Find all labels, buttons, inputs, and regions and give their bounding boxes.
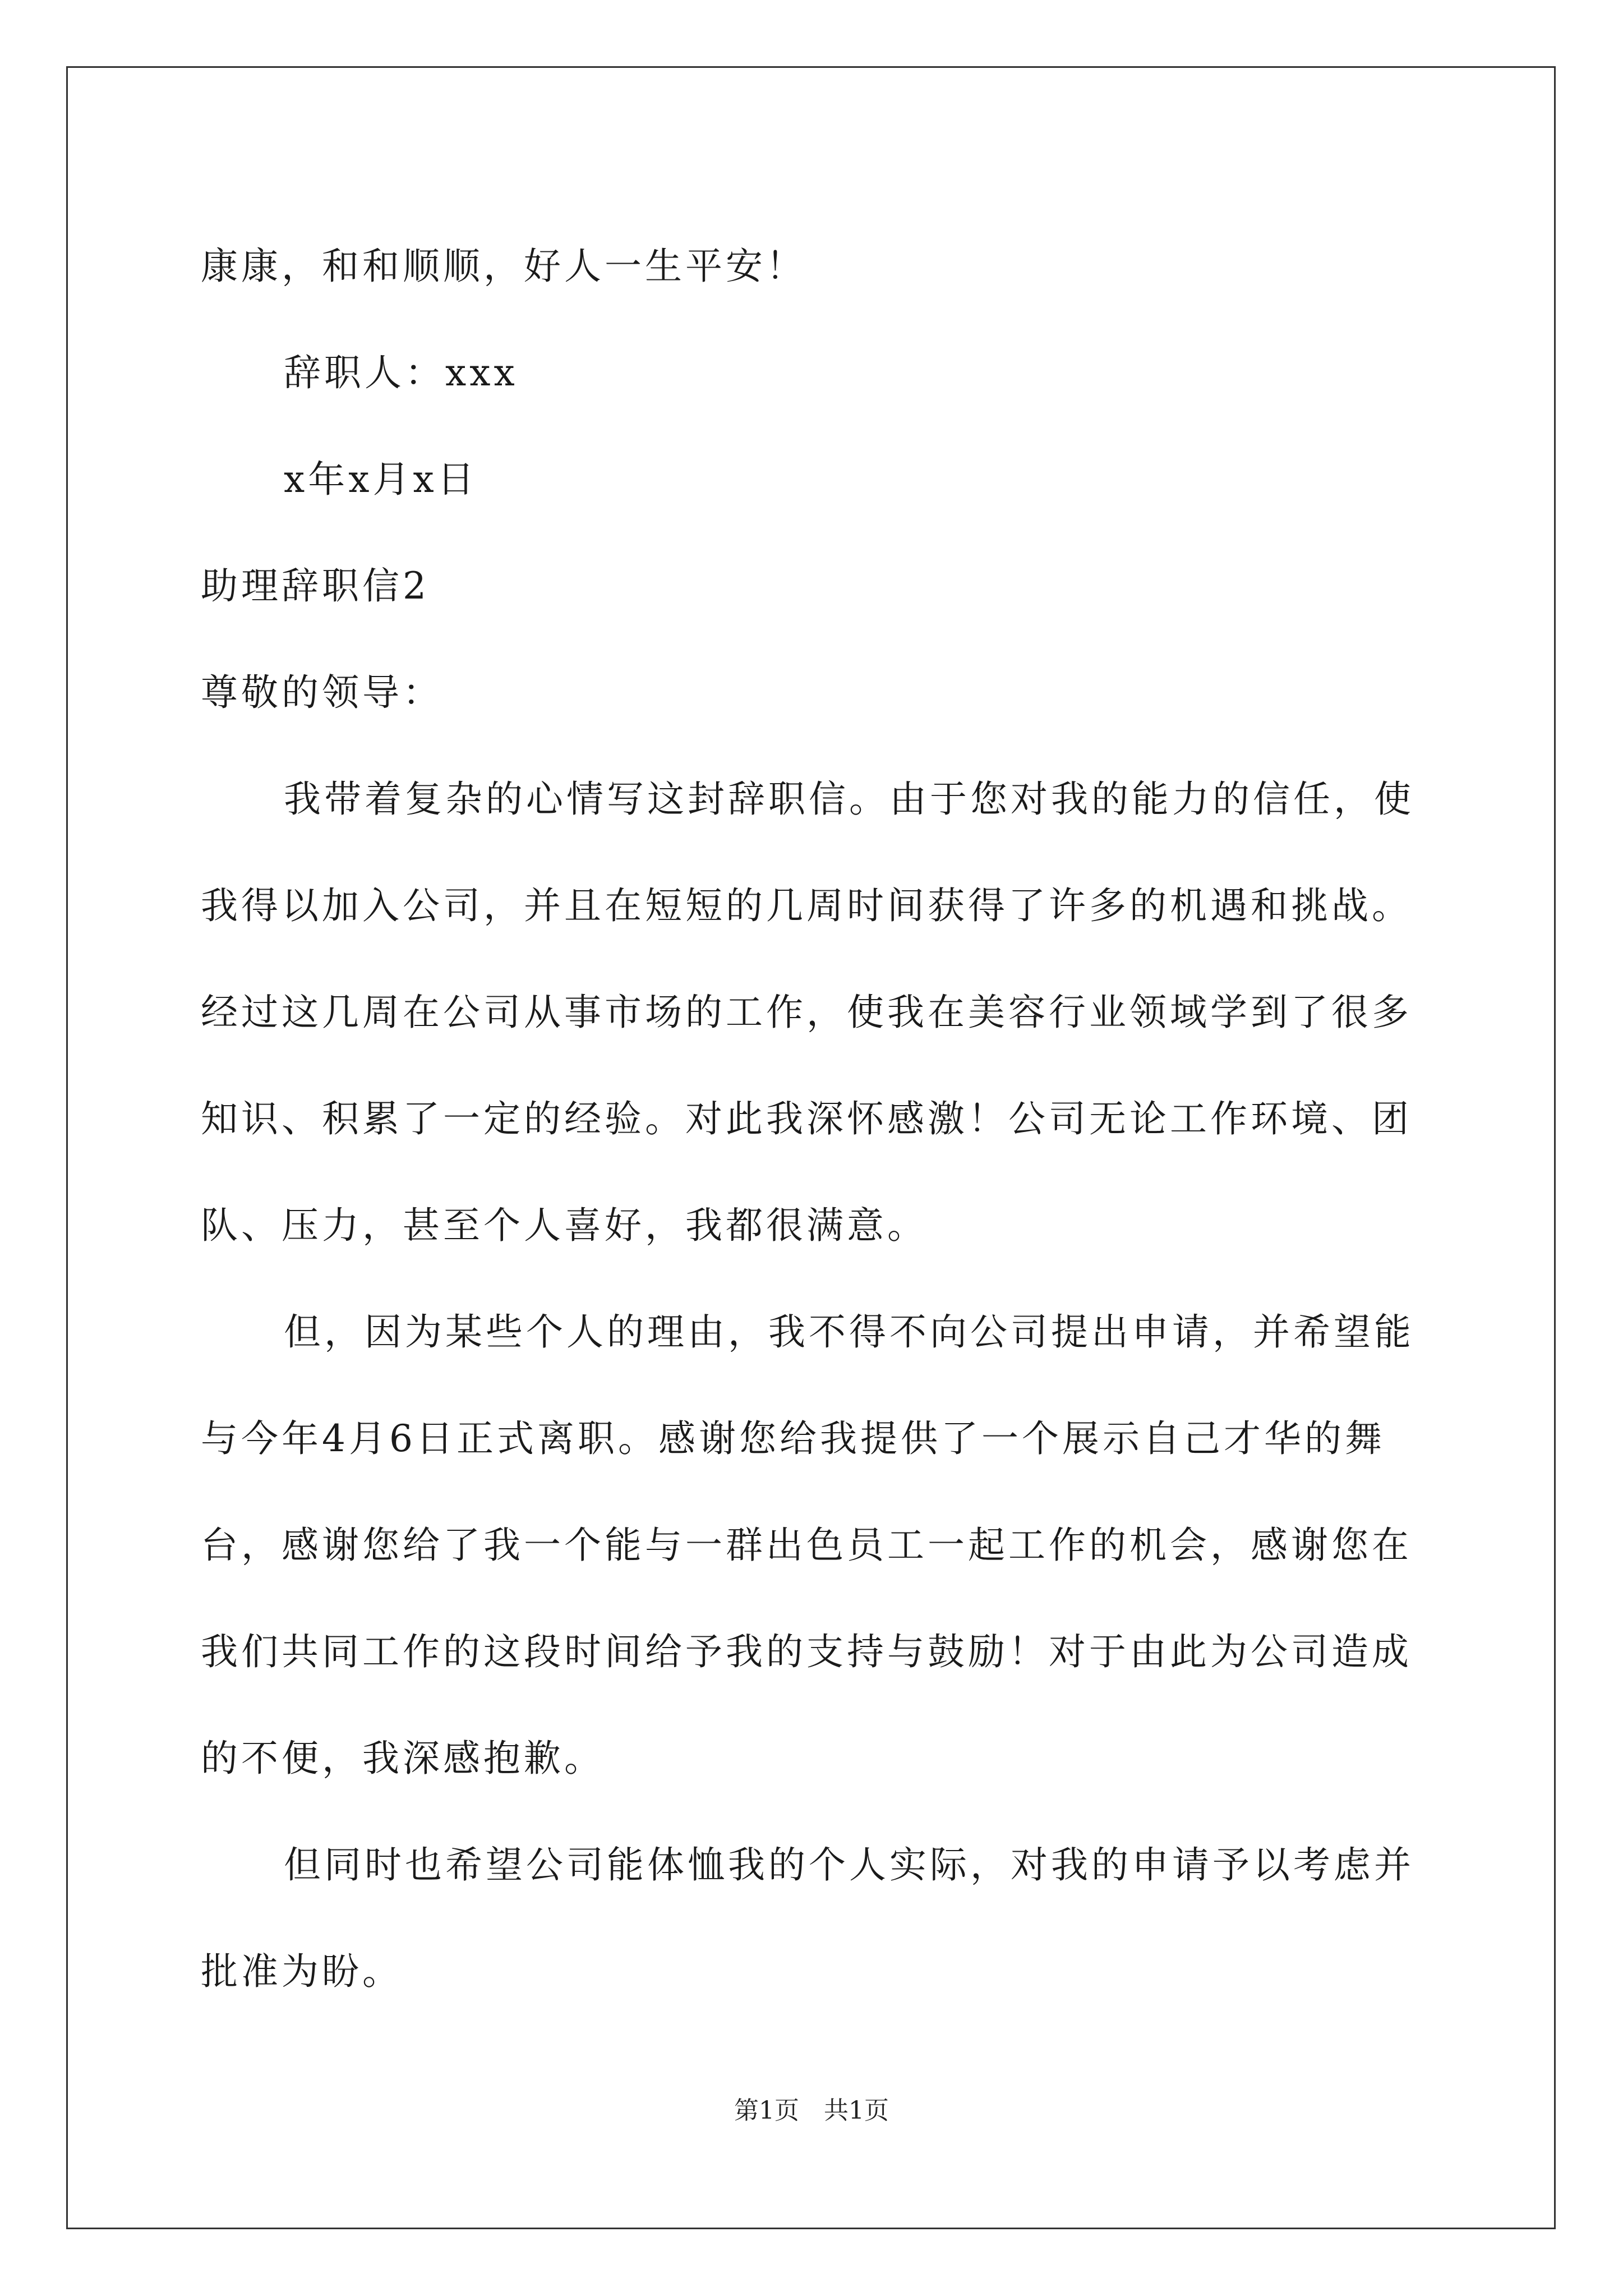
page-footer: 第1页 共1页 <box>734 2096 889 2125</box>
body-paragraph-2: 但，因为某些个人的理由，我不得不向公司提出申请，并希望能与今年4月6日正式离职。感谢您给我提供了一个展示自己才华的舞台，感谢您给了我一个能与一群出色员工一起工作的机会，感谢您在我们共同工作的这段时间给予我的支持与鼓励！对于由此为公司造成的不便，我深感抱歉。 <box>201 1310 1414 1780</box>
date-line: x年x月x日 <box>284 458 478 501</box>
letter-title: 助理辞职信2 <box>201 564 430 608</box>
body-paragraph-3: 但同时也希望公司能体恤我的个人实际，对我的申请予以考虑并批准为盼。 <box>201 1843 1414 1993</box>
closing-line: 康康，和和顺顺，好人一生平安！ <box>201 245 806 288</box>
body-paragraph-1: 我带着复杂的心情写这封辞职信。由于您对我的能力的信任，使我得以加入公司，并且在短短的几周时间获得了许多的机遇和挑战。经过这几周在公司从事市场的工作，使我在美容行业领域学到了很多知识、积累了一定的经验。对此我深怀感激！公司无论工作环境、团队、压力，甚至个人喜好，我都很满意。 <box>201 777 1414 1247</box>
signature-line: 辞职人：xxx <box>284 351 518 394</box>
document-body <box>201 213 1423 2025</box>
salutation: 尊敬的领导： <box>201 671 443 714</box>
